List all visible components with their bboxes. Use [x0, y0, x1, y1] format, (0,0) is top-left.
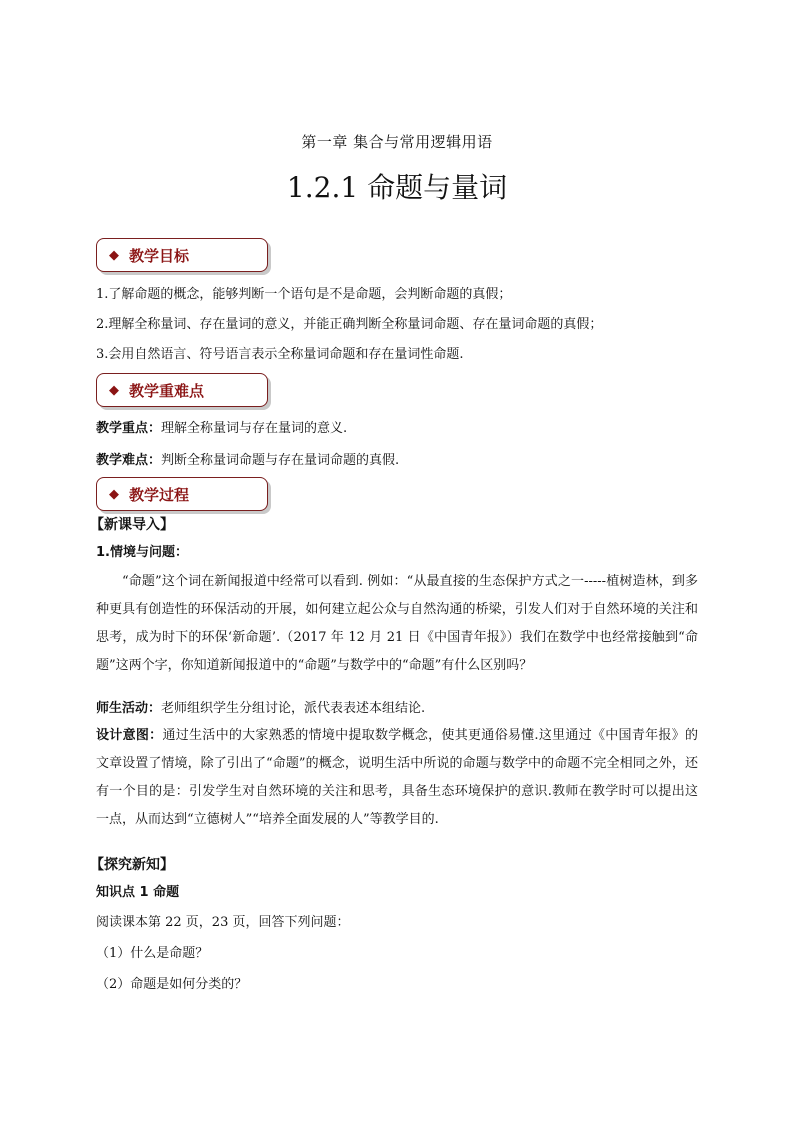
diamond-icon: ◆: [109, 382, 119, 398]
reading-instruction: 阅读课本第 22 页，23 页，回答下列问题：: [96, 915, 350, 930]
section-box-goals: [96, 238, 268, 272]
activity-text: 老师组织学生分组讨论，派代表表述本组结论.: [161, 701, 426, 716]
page-title: 1.2.1 命题与量词: [286, 171, 508, 204]
situation-subheading: 1.情境与问题：: [96, 545, 188, 560]
goal-item-1: 1.了解命题的概念，能够判断一个语句是不是命题，会判断命题的真假；: [96, 287, 512, 302]
difficulty-label: 教学难点：: [96, 453, 162, 468]
chapter-heading: 第一章 集合与常用逻辑用语: [301, 133, 493, 151]
explore-heading: 【探究新知】: [90, 857, 174, 873]
difficulty-line: [96, 452, 696, 470]
intro-heading: 【新课导入】: [90, 517, 174, 533]
knowledge-point-heading: 知识点 1 命题: [96, 885, 180, 900]
question-2: （2）命题是如何分类的？: [96, 977, 248, 992]
design-label: 设计意图：: [96, 728, 163, 743]
question-1: （1）什么是命题？: [96, 946, 209, 961]
key-point-line: [96, 420, 696, 438]
activity-label: 师生活动：: [96, 701, 162, 716]
goal-item-3: 3.会用自然语言、符号语言表示全称量词命题和存在量词性命题.: [96, 347, 464, 362]
design-text: 通过生活中的大家熟悉的情境中提取数学概念，使其更通俗易懂.这里通过《中国青年报》的文章设置了情境，除了引出了“命题”的概念，说明生活中所说的命题与数学中的命题不完全相同之外，还有一个目的是：引发学生对自然环境的关注和思考，具备生态环境保护的意识.教师在教学时可以提出这一点，从而达到“立德树人”“培养全面发展的人”等教学目的.: [96, 728, 698, 827]
goal-item-2: 2.理解全称量词、存在量词的意义，并能正确判断全称量词命题、存在量词命题的真假；: [96, 317, 603, 332]
diamond-icon: ◆: [109, 486, 119, 502]
intro-paragraph: “命题”这个词在新闻报道中经常可以看到. 例如：“从最直接的生态保护方式之一-----植树造林，到多种更具有创造性的环保活动的开展，如何建立起公众与自然沟通的桥梁，引发人们对于自然环境的关注和思考，成为时下的环保‘新命题’.（2017 年 12 月 21 日《中国青年报》）我们在数学中也经常接触到“命题”这两个字，你知道新闻报道中的“命题”与数学中的“命题”有什么区别吗？: [96, 574, 698, 673]
key-point-label: 教学重点：: [96, 421, 162, 436]
section-box-process: [96, 477, 268, 511]
section-label-process: 教学过程: [129, 485, 190, 504]
design-paragraph: [96, 722, 698, 834]
key-point-text: 理解全称量词与存在量词的意义.: [161, 421, 348, 436]
section-label-goals: 教学目标: [129, 246, 190, 265]
section-box-keypoints: [96, 373, 268, 407]
activity-line: [96, 700, 696, 718]
section-label-keypoints: 教学重难点: [129, 381, 205, 400]
difficulty-text: 判断全称量词命题与存在量词命题的真假.: [161, 453, 400, 468]
diamond-icon: ◆: [109, 247, 119, 263]
